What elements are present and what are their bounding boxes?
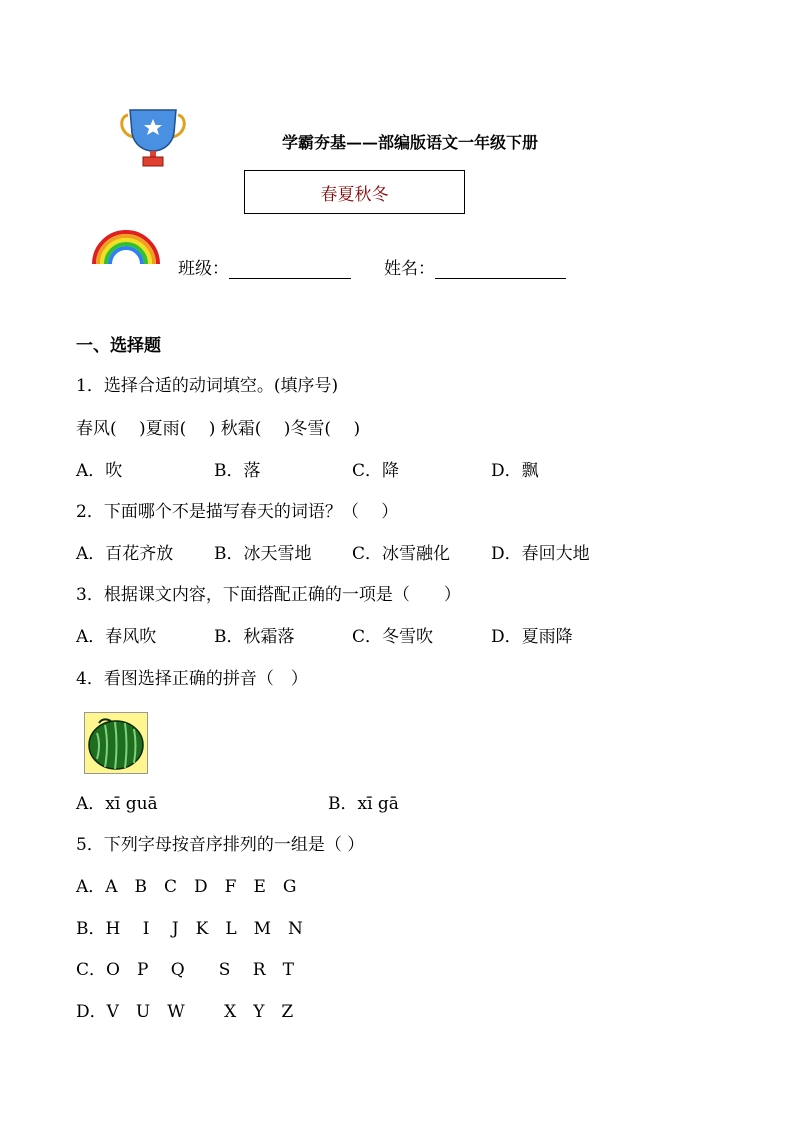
option[interactable]: C．冰雪融化 — [352, 544, 451, 564]
class-field — [178, 254, 351, 279]
page-title: 学霸夯基——部编版语文一年级下册 — [282, 133, 539, 152]
name-blank[interactable] — [435, 261, 566, 279]
option[interactable]: C．O P Q S R T — [76, 960, 294, 980]
question-fill-line: 春风( )夏雨( ) 秋霜( )冬雪( ) — [76, 419, 361, 439]
section-title: 一、选择题 — [76, 336, 161, 356]
trophy-icon — [118, 107, 188, 169]
option[interactable]: D．飘 — [491, 461, 539, 481]
option[interactable]: D．春回大地 — [491, 544, 590, 564]
option[interactable]: A．A B C D F E G — [76, 877, 297, 897]
name-field — [384, 254, 566, 279]
question-stem: 1．选择合适的动词填空。(填序号) — [76, 376, 339, 396]
option[interactable]: B．落 — [214, 461, 261, 481]
option[interactable]: D．夏雨降 — [491, 627, 573, 647]
option[interactable]: A．百花齐放 — [76, 544, 174, 564]
option[interactable]: A．吹 — [76, 461, 123, 481]
topic-title: 春夏秋冬 — [320, 184, 389, 205]
question-stem: 3．根据课文内容，下面搭配正确的一项是（ ） — [76, 585, 461, 605]
option[interactable]: A．xī guā — [76, 794, 158, 814]
option[interactable]: B．秋霜落 — [214, 627, 295, 647]
watermelon-icon — [85, 713, 147, 773]
option[interactable]: A．春风吹 — [76, 627, 157, 647]
watermelon-image — [84, 712, 148, 774]
option[interactable]: C．冬雪吹 — [352, 627, 434, 647]
option[interactable]: C．降 — [352, 461, 400, 481]
question-stem: 4．看图选择正确的拼音（ ） — [76, 669, 308, 689]
topic-box — [244, 170, 465, 214]
option[interactable]: B．H I J K L M N — [76, 919, 303, 939]
question-stem: 2．下面哪个不是描写春天的词语？（ ） — [76, 502, 399, 522]
question-stem: 5．下列字母按音序排列的一组是（ ） — [76, 835, 365, 855]
class-blank[interactable] — [229, 261, 351, 279]
class-label: 班级： — [178, 259, 229, 279]
name-label: 姓名： — [384, 259, 435, 279]
option[interactable]: D．V U W X Y Z — [76, 1002, 294, 1022]
option[interactable]: B．xī gā — [328, 794, 399, 814]
option[interactable]: B．冰天雪地 — [214, 544, 312, 564]
rainbow-icon — [90, 228, 162, 266]
